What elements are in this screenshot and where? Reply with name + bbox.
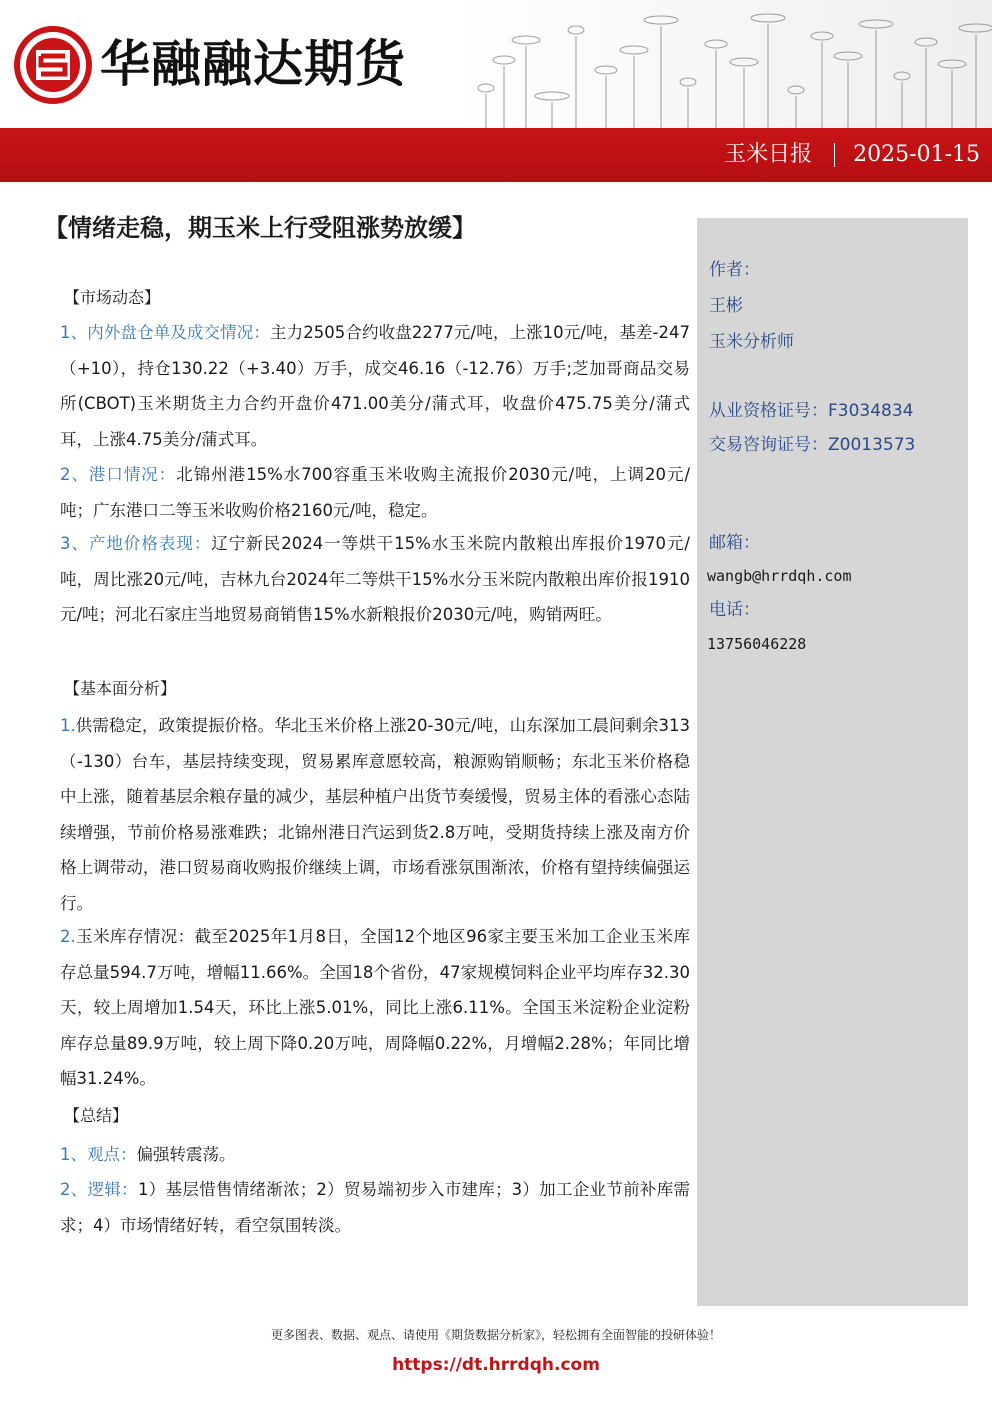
email-label: 邮箱： <box>709 533 760 553</box>
company-logo-icon <box>14 26 92 104</box>
item-text: 偏强转震荡。 <box>136 1145 236 1164</box>
email-link[interactable]: wangb@hrrdqh.com <box>707 567 852 585</box>
item-label: 3、产地价格表现： <box>60 534 212 553</box>
summary-item-2 <box>60 1172 690 1243</box>
author-sidebar <box>697 218 968 1306</box>
item-text: 辽宁新民2024一等烘干15%水玉米院内散粮出库报价1970元/吨，周比涨20元/吨，吉林九台2024年二等烘干15%水分玉米院内散粮出库价报1910元/吨；河北石家庄当地贸易商销售15%水新粮报价2030元/吨，购销两旺。 <box>60 534 690 624</box>
market-item-3 <box>60 526 690 633</box>
report-banner <box>0 128 992 182</box>
page-header <box>0 0 992 128</box>
brand-name: 华融融达期货 <box>100 35 406 93</box>
license-number: 从业资格证号：F3034834 <box>709 401 914 421</box>
market-item-2 <box>60 457 690 528</box>
footer-link[interactable]: https://dt.hrrdqh.com <box>392 1355 600 1375</box>
item-text: 玉米库存情况：截至2025年1月8日，全国12个地区96家主要玉米加工企业玉米库存总量594.7万吨，增幅11.66%。全国18个省份，47家规模饲料企业平均库存32.30天，较上周增加1.54天，环比上涨5.01%，同比上涨6.11%。全国玉米淀粉企业淀粉库存总量89.9万吨，较上周下降0.20万吨，周降幅0.22%，月增幅2.28%；年同比增幅31.24%。 <box>60 927 690 1088</box>
phone-number: 13756046228 <box>707 635 807 653</box>
fundamental-item-1 <box>60 708 690 921</box>
item-label: 2、港口情况： <box>60 465 177 484</box>
phone-label: 电话： <box>709 600 760 620</box>
author-label: 作者： <box>709 260 760 280</box>
fundamental-item-2 <box>60 919 690 1097</box>
summary-item-1 <box>60 1137 690 1173</box>
market-item-1 <box>60 315 690 457</box>
footer-note: 更多图表、数据、观点、请使用《期货数据分析家》，轻松拥有全面智能的投研体验！ <box>270 1328 721 1342</box>
report-date: 2025-01-15 <box>853 142 980 167</box>
item-text: 1）基层惜售情绪渐浓；2）贸易端初步入市建库；3）加工企业节前补库需求；4）市场情绪好转，看空氛围转淡。 <box>60 1180 691 1235</box>
item-label: 1、内外盘仓单及成交情况： <box>60 323 271 342</box>
decorative-pattern <box>456 0 992 128</box>
item-label: 1. <box>60 716 76 735</box>
section-title-market: 【市场动态】 <box>64 288 161 307</box>
item-label: 2、逻辑： <box>60 1180 138 1199</box>
item-label: 2. <box>60 927 76 946</box>
item-text: 供需稳定，政策提振价格。华北玉米价格上涨20-30元/吨，山东深加工晨间剩余313（-130）台车，基层持续变现，贸易累库意愿较高，粮源购销顺畅；东北玉米价格稳中上涨，随着基层余粮存量的减少，基层种植户出货节奏缓慢，贸易主体的看涨心态陆续增强，节前价格易涨难跌；北锦州港日汽运到货2.8万吨，受期货持续上涨及南方价格上调带动，港口贸易商收购报价继续上调，市场看涨氛围渐浓，价格有望持续偏强运行。 <box>60 716 690 913</box>
banner-divider <box>834 143 835 167</box>
section-title-fundamental: 【基本面分析】 <box>64 679 177 698</box>
item-label: 1、观点： <box>60 1145 137 1164</box>
author-title: 玉米分析师 <box>709 332 794 352</box>
section-title-summary: 【总结】 <box>64 1106 129 1125</box>
report-type: 玉米日报 <box>724 142 813 167</box>
item-text: 北锦州港15%水700容重玉米收购主流报价2030元/吨，上调20元/吨；广东港口二等玉米收购价格2160元/吨，稳定。 <box>60 465 690 520</box>
report-headline: 【情绪走稳，期玉米上行受阻涨势放缓】 <box>44 214 476 242</box>
banner-text <box>724 140 980 170</box>
consult-number: 交易咨询证号：Z0013573 <box>709 435 916 455</box>
author-name: 王彬 <box>709 296 743 316</box>
item-text: 主力2505合约收盘2277元/吨，上涨10元/吨，基差-247（+10），持仓130.22（+3.40）万手，成交46.16（-12.76）万手;芝加哥商品交易所(CBOT)玉米期货主力合约开盘价471.00美分/蒲式耳，收盘价475.75美分/蒲式耳，上涨4.75美分/蒲式耳。 <box>60 323 691 449</box>
